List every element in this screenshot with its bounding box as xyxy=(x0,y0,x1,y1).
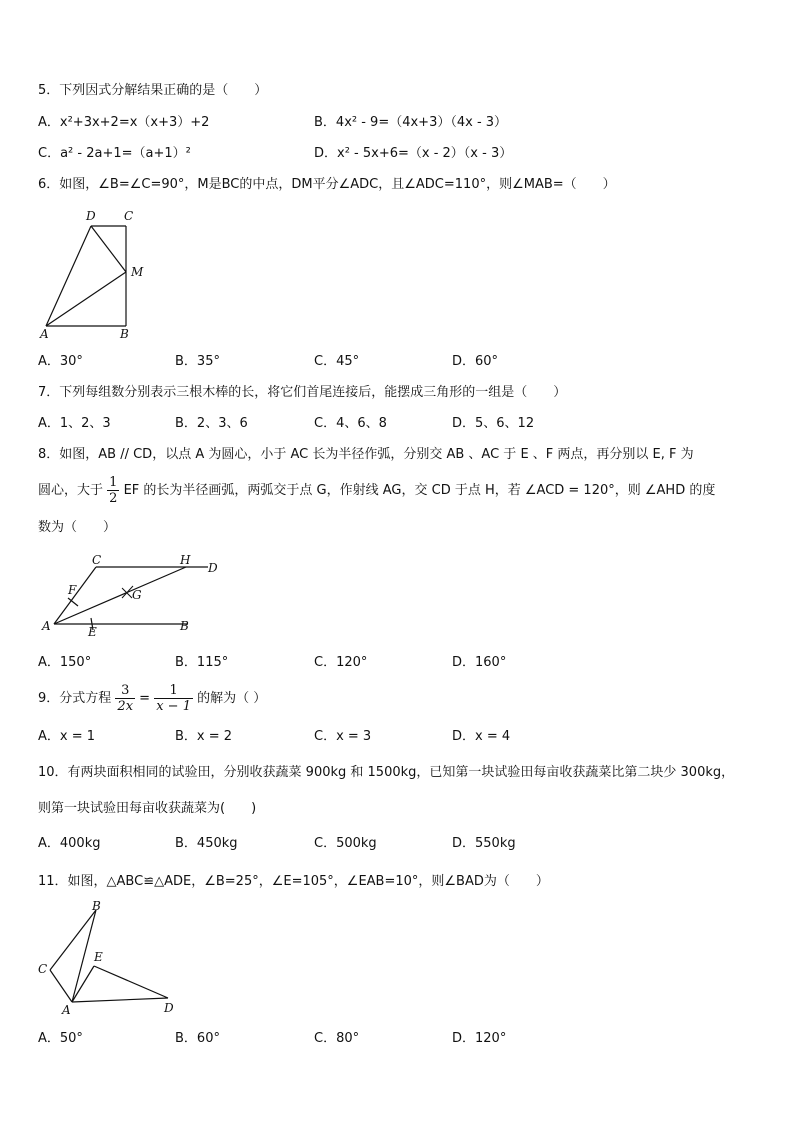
q10-option-d: D．550kg xyxy=(452,836,516,851)
q5-option-d: D．x² - 5x+6=（x - 2）（x - 3） xyxy=(314,146,513,161)
q9-f2-num: 1 xyxy=(154,683,193,699)
q9-post: 的解为（ ） xyxy=(197,691,267,706)
q11-option-d: D．120° xyxy=(452,1031,507,1046)
q8-line2 xyxy=(38,473,715,509)
q6-figure xyxy=(36,206,156,342)
q6-stem: 6．如图，∠B=∠C=90°，M是BC的中点，DM平分∠ADC，且∠ADC=110°，则∠MAB=（ ） xyxy=(38,177,616,192)
q8-line1: 8．如图，AB // CD，以点 A 为圆心，小于 AC 长为半径作弧，分别交 AB 、AC 于 E 、F 两点，再分别以 E, F 为 xyxy=(38,447,694,462)
q11-option-c: C．80° xyxy=(314,1031,360,1046)
q6-option-c: C．45° xyxy=(314,354,360,369)
q6-option-b: B．35° xyxy=(175,354,220,369)
q9-fraction-1 xyxy=(115,683,135,714)
q6-label-a: A xyxy=(40,327,49,341)
q6-label-c: C xyxy=(124,209,134,223)
q11-label-d: D xyxy=(164,1001,174,1015)
q6-option-a: A．30° xyxy=(38,354,83,369)
q11-label-e: E xyxy=(94,950,103,964)
q6-label-d: D xyxy=(86,209,96,223)
q10-option-b: B．450kg xyxy=(175,836,238,851)
q8-frac-num: 1 xyxy=(109,475,118,490)
q9-equals: = xyxy=(139,691,151,706)
q9-f1-den: 2x xyxy=(117,699,134,714)
q11-label-b: B xyxy=(92,899,101,913)
q6-option-d: D．60° xyxy=(452,354,499,369)
q8-option-c: C．120° xyxy=(314,655,368,670)
q11-label-a: A xyxy=(62,1003,71,1017)
q8-label-c: C xyxy=(92,553,102,567)
q7-option-a: A．1、2、3 xyxy=(38,416,111,431)
q10-option-a: A．400kg xyxy=(38,836,101,851)
q8-option-d: D．160° xyxy=(452,655,507,670)
q8-line3: 数为（ ） xyxy=(38,520,117,535)
q9-f2-den: x − 1 xyxy=(156,699,191,714)
q8-label-h: H xyxy=(180,553,191,567)
q9-option-a: A．x = 1 xyxy=(38,729,96,744)
q5-option-b: B．4x² - 9=（4x+3）（4x - 3） xyxy=(314,115,508,130)
q7-option-b: B．2、3、6 xyxy=(175,416,248,431)
q5-option-a: A．x²+3x+2=x（x+3）+2 xyxy=(38,115,210,130)
q9-stem xyxy=(38,681,266,717)
q8-figure xyxy=(36,552,226,642)
q8-label-g: G xyxy=(132,588,142,602)
q10-line2: 则第一块试验田每亩收获蔬菜为( ) xyxy=(38,801,257,816)
q8-line2-post: EF 的长为半径画弧，两弧交于点 G，作射线 AG，交 CD 于点 H，若 ∠ACD = 120°，则 ∠AHD 的度 xyxy=(123,483,716,498)
q10-option-c: C．500kg xyxy=(314,836,377,851)
q9-pre: 9．分式方程 xyxy=(38,691,112,706)
q8-label-d: D xyxy=(208,561,218,575)
q8-fraction xyxy=(107,475,119,506)
q11-label-c: C xyxy=(38,962,48,976)
q7-option-c: C．4、6、8 xyxy=(314,416,387,431)
q9-option-c: C．x = 3 xyxy=(314,729,372,744)
q11-figure xyxy=(34,898,184,1020)
q5-option-c: C．a² - 2a+1=（a+1）² xyxy=(38,146,191,161)
q8-option-a: A．150° xyxy=(38,655,92,670)
q10-line1: 10．有两块面积相同的试验田，分别收获蔬菜 900kg 和 1500kg，已知第一块试验田每亩收获蔬菜比第二块少 300kg， xyxy=(38,765,735,780)
q9-fraction-2 xyxy=(154,683,193,714)
q5-stem: 5．下列因式分解结果正确的是（ ） xyxy=(38,83,268,98)
q6-label-m: M xyxy=(131,265,144,279)
q8-option-b: B．115° xyxy=(175,655,229,670)
q6-label-b: B xyxy=(120,327,129,341)
q11-option-a: A．50° xyxy=(38,1031,83,1046)
q9-option-b: B．x = 2 xyxy=(175,729,233,744)
q7-stem: 7．下列每组数分别表示三根木棒的长，将它们首尾连接后，能摆成三角形的一组是（ ） xyxy=(38,385,567,400)
q8-label-b: B xyxy=(180,619,189,633)
q8-line2-pre: 圆心，大于 xyxy=(38,483,104,498)
q7-option-d: D．5、6、12 xyxy=(452,416,535,431)
q8-label-e: E xyxy=(88,625,97,639)
q8-label-f: F xyxy=(68,583,77,597)
q9-f1-num: 3 xyxy=(115,683,135,699)
q9-option-d: D．x = 4 xyxy=(452,729,511,744)
q11-stem: 11．如图，△ABC≌△ADE，∠B=25°，∠E=105°，∠EAB=10°，则∠BAD为（ ） xyxy=(38,874,549,889)
q8-label-a: A xyxy=(42,619,51,633)
q11-option-b: B．60° xyxy=(175,1031,220,1046)
q8-frac-den: 2 xyxy=(109,491,118,506)
